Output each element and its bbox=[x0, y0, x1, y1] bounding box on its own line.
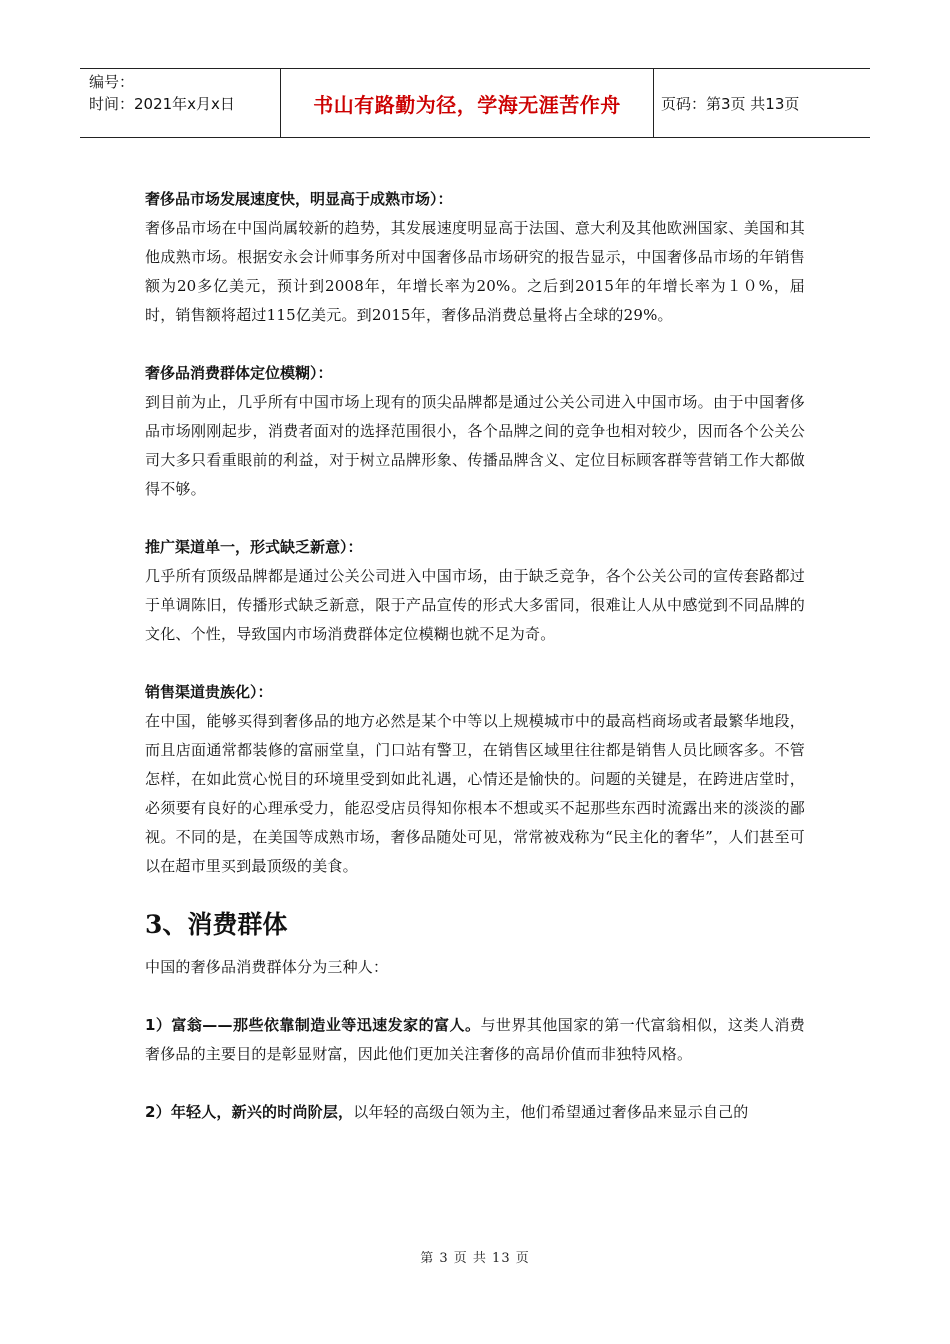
page-footer: 第 3 页 共 13 页 bbox=[420, 1251, 530, 1266]
section-promotion-channels bbox=[145, 533, 805, 649]
consumer-group-text: 与世界其他国家的第一代富翁相似，这类人消费奢侈品的主要目的是彰显财富，因此他们更加关注奢侈的高昂价值而非独特风格。 bbox=[145, 1016, 805, 1063]
consumer-group-lead: 2）年轻人，新兴的时尚阶层， bbox=[145, 1103, 354, 1121]
section-title: 销售渠道贵族化）： bbox=[145, 683, 273, 701]
section-title: 推广渠道单一，形式缺乏新意）： bbox=[145, 538, 363, 556]
document-body bbox=[145, 185, 805, 1127]
consumer-group-text: 以年轻的高级白领为主，他们希望通过奢侈品来显示自己的 bbox=[353, 1103, 749, 1121]
chapter-heading: 3、消费群体 bbox=[145, 910, 288, 939]
section-sales-channels bbox=[145, 678, 805, 881]
section-paragraph: 几乎所有顶级品牌都是通过公关公司进入中国市场，由于缺乏竞争，各个公关公司的宣传套路都过于单调陈旧，传播形式缺乏新意，限于产品宣传的形式大多雷同，很难让人从中感觉到不同品牌的文化、个性，导致国内市场消费群体定位模糊也就不足为奇。 bbox=[145, 567, 805, 643]
header-page-info: 页码：第3页 共13页 bbox=[661, 94, 800, 113]
header-motto: 书山有路勤为径，学海无涯苦作舟 bbox=[313, 92, 621, 117]
consumer-group-item bbox=[145, 1011, 805, 1069]
section-title: 奢侈品市场发展速度快，明显高于成熟市场）： bbox=[145, 190, 453, 208]
document-date: 时间：2021年x月x日 bbox=[89, 95, 235, 113]
section-paragraph: 到目前为止，几乎所有中国市场上现有的顶尖品牌都是通过公关公司进入中国市场。由于中国奢侈品市场刚刚起步，消费者面对的选择范围很小，各个品牌之间的竞争也相对较少，因而各个公关公司大多只看重眼前的利益，对于树立品牌形象、传播品牌含义、定位目标顾客群等营销工作大都做得不够。 bbox=[145, 393, 805, 498]
header-motto-cell bbox=[281, 69, 654, 137]
section-market-growth bbox=[145, 185, 805, 330]
section-paragraph: 奢侈品市场在中国尚属较新的趋势，其发展速度明显高于法国、意大利及其他欧洲国家、美国和其他成熟市场。根据安永会计师事务所对中国奢侈品市场研究的报告显示，中国奢侈品市场的年销售额为20多亿美元，预计到2008年，年增长率为20%。之后到2015年的年增长率为１０%，届时，销售额将超过115亿美元。到2015年，奢侈品消费总量将占全球的29%。 bbox=[145, 219, 805, 324]
consumer-group-item bbox=[145, 1098, 805, 1127]
header-meta bbox=[80, 69, 281, 137]
document-number-label: 编号： bbox=[89, 73, 135, 91]
section-title: 奢侈品消费群体定位模糊）： bbox=[145, 364, 333, 382]
section-consumer-positioning bbox=[145, 359, 805, 504]
consumer-group-lead: 1）富翁——那些依靠制造业等迅速发家的富人。 bbox=[145, 1016, 481, 1034]
section-paragraph: 在中国，能够买得到奢侈品的地方必然是某个中等以上规模城市中的最高档商场或者最繁华地段，而且店面通常都装修的富丽堂皇，门口站有警卫，在销售区域里往往都是销售人员比顾客多。不管怎样，在如此赏心悦目的环境里受到如此礼遇，心情还是愉快的。问题的关键是，在跨进店堂时，必须要有良好的心理承受力，能忍受店员得知你根本不想或买不起那些东西时流露出来的淡淡的鄙视。不同的是，在美国等成熟市场，奢侈品随处可见，常常被戏称为“民主化的奢华”，人们甚至可以在超市里买到最顶级的美食。 bbox=[145, 712, 805, 875]
page-header bbox=[80, 68, 870, 138]
chapter-intro: 中国的奢侈品消费群体分为三种人： bbox=[145, 958, 389, 976]
